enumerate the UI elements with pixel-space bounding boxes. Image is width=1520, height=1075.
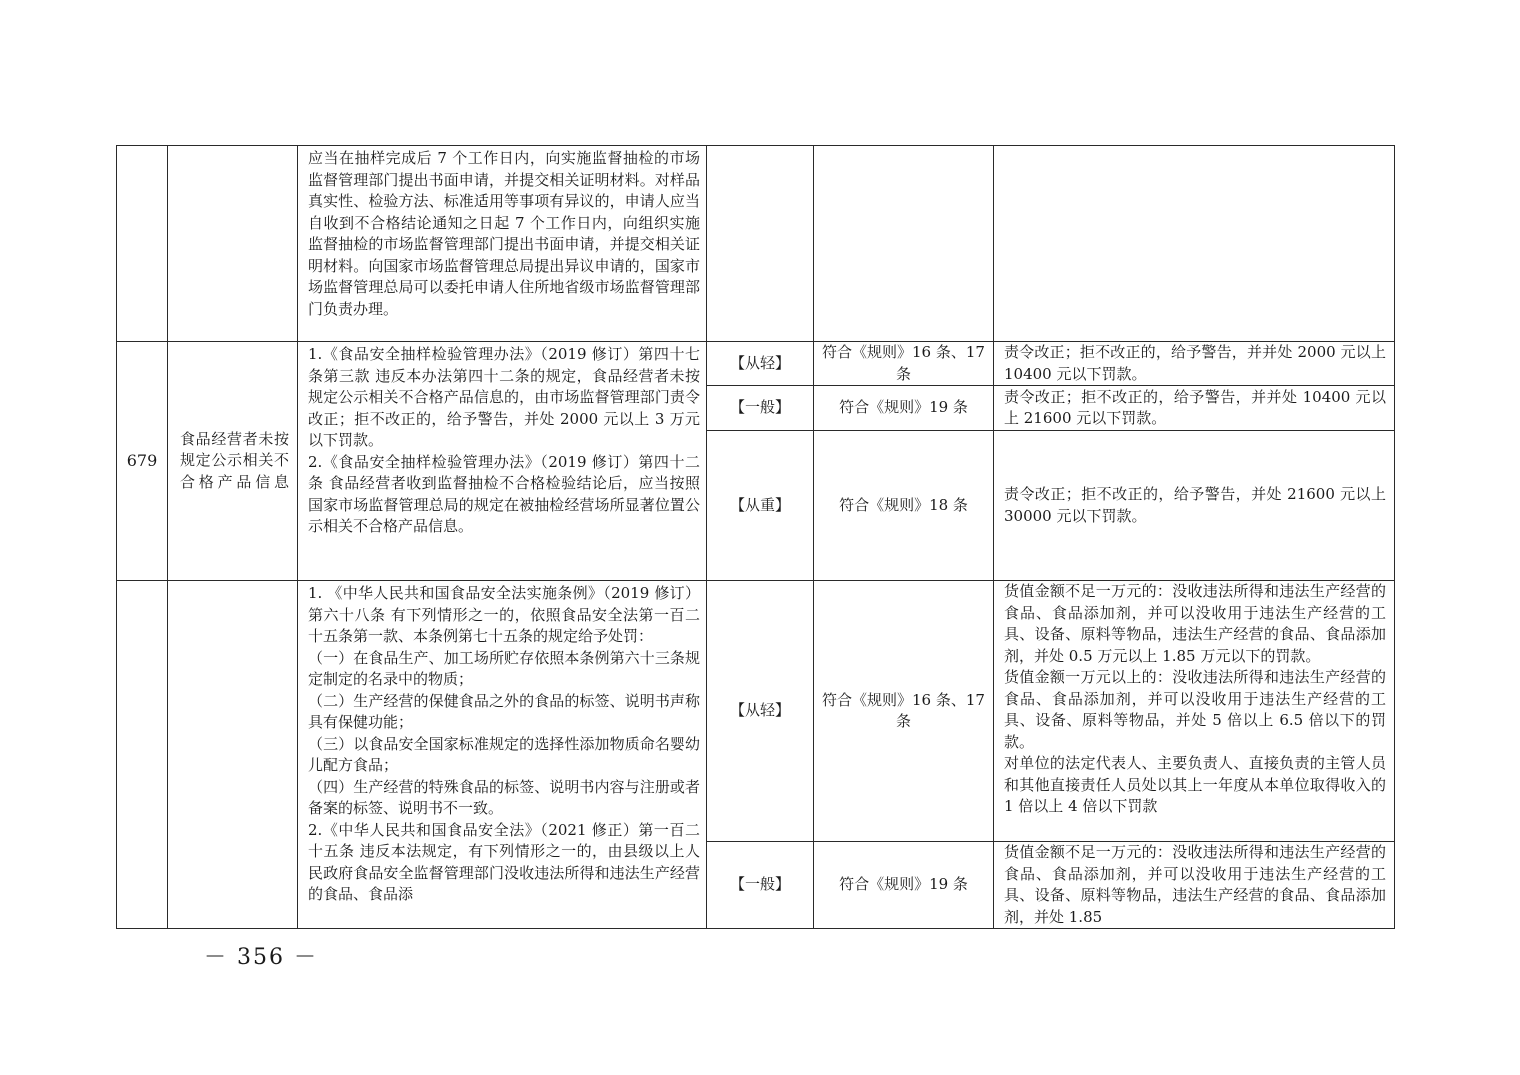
discretion-level-light: 【从轻】 (707, 342, 814, 386)
violation-name-cell: 食品经营者未按规定公示相关不合格产品信息 (168, 342, 298, 581)
discretion-level-cell (707, 146, 814, 342)
legal-basis-cell (298, 342, 707, 581)
legal-basis-item: （一）在食品生产、加工场所贮存依照本条例第六十三条规定制定的名录中的物质； (308, 648, 700, 688)
penalty-light (994, 581, 1395, 842)
legal-basis-item: 1. 《中华人民共和国食品安全法实施条例》（2019 修订）第六十八条 有下列情形之一的，依照食品安全法第一百二十五条第一款、本条例第七十五条的规定给予处罚： (308, 584, 700, 645)
legal-basis-item: 1.《食品安全抽样检验管理办法》（2019 修订）第四十七条第三款 违反本办法第四十二条的规定，食品经营者未按规定公示相关不合格产品信息的，由市场监督管理部门责令改正；拒不改正的，给予警告，并处 2000 元以上 3 万元以下罚款。 (308, 345, 700, 449)
legal-basis-item: 2.《中华人民共和国食品安全法》（2021 修正）第一百二十五条 违反本法规定，有下列情形之一的，由县级以上人民政府食品安全监督管理部门没收违法所得和违法生产经营的食品、食品添 (308, 820, 700, 903)
discretion-level-normal: 【一般】 (707, 386, 814, 431)
penalty-cell (994, 146, 1395, 342)
discretion-level-heavy: 【从重】 (707, 431, 814, 581)
penalty-normal: 责令改正；拒不改正的，给予警告，并并处 10400 元以上 21600 元以下罚款。 (994, 386, 1395, 431)
penalty-clause: 货值金额一万元以上的：没收违法所得和违法生产经营的食品、食品添加剂，并可以没收用于违法生产经营的工具、设备、原料等物品，并处 5 倍以上 6.5 倍以下的罚款。 (1004, 668, 1386, 751)
penalty-standard-table (116, 145, 1395, 929)
applicable-rule-cell (814, 146, 994, 342)
applicable-rule-light: 符合《规则》16 条、17 条 (814, 581, 994, 842)
penalty-clause: 货值金额不足一万元的：没收违法所得和违法生产经营的食品、食品添加剂，并可以没收用于违法生产经营的工具、设备、原料等物品，违法生产经营的食品、食品添加剂，并处 0.5 万元以上 1.85 万元以下的罚款。 (1004, 582, 1386, 665)
page-number: － 356 － (204, 945, 318, 970)
penalty-normal: 货值金额不足一万元的：没收违法所得和违法生产经营的食品、食品添加剂，并可以没收用于违法生产经营的工具、设备、原料等物品，违法生产经营的食品、食品添加剂，并处 1.85 (994, 842, 1395, 929)
violation-name-cell (168, 581, 298, 929)
item-number-cell (117, 146, 168, 342)
table-row (117, 342, 1395, 386)
penalty-light: 责令改正；拒不改正的，给予警告，并并处 2000 元以上 10400 元以下罚款。 (994, 342, 1395, 386)
legal-basis-item: 2.《食品安全抽样检验管理办法》（2019 修订）第四十二条 食品经营者收到监督抽检不合格检验结论后，应当按照国家市场监督管理总局的规定在被抽检经营场所显著位置公示相关不合格产品信息。 (308, 452, 700, 535)
legal-basis-item: （二）生产经营的保健食品之外的食品的标签、说明书声称具有保健功能； (308, 691, 700, 731)
table-row (117, 146, 1395, 342)
legal-basis-cell (298, 146, 707, 342)
applicable-rule-heavy: 符合《规则》18 条 (814, 431, 994, 581)
item-number-cell (117, 581, 168, 929)
item-number-cell: 679 (117, 342, 168, 581)
penalty-heavy: 责令改正；拒不改正的，给予警告，并处 21600 元以上 30000 元以下罚款。 (994, 431, 1395, 581)
legal-basis-text: 应当在抽样完成后 7 个工作日内，向实施监督抽检的市场监督管理部门提出书面申请，并提交相关证明材料。对样品真实性、检验方法、标准适用等事项有异议的，申请人应当自收到不合格结论通知之日起 7 个工作日内，向组织实施监督抽检的市场监督管理部门提出书面申请，并提交相关证明材料。向国家市场监督管理总局提出异议申请的，国家市场监督管理总局可以委托申请人住所地省级市场监督管理部门负责办理。 (308, 149, 700, 318)
penalty-clause: 对单位的法定代表人、主要负责人、直接负责的主管人员和其他直接责任人员处以其上一年度从本单位取得收入的 1 倍以上 4 倍以下罚款 (1004, 754, 1386, 815)
violation-name-cell (168, 146, 298, 342)
applicable-rule-normal: 符合《规则》19 条 (814, 842, 994, 929)
table-row (117, 581, 1395, 842)
legal-basis-item: （四）生产经营的特殊食品的标签、说明书内容与注册或者备案的标签、说明书不一致。 (308, 777, 700, 817)
applicable-rule-light: 符合《规则》16 条、17 条 (814, 342, 994, 386)
legal-basis-cell (298, 581, 707, 929)
discretion-level-normal: 【一般】 (707, 842, 814, 929)
applicable-rule-normal: 符合《规则》19 条 (814, 386, 994, 431)
legal-basis-item: （三）以食品安全国家标准规定的选择性添加物质命名婴幼儿配方食品； (308, 734, 700, 774)
discretion-level-light: 【从轻】 (707, 581, 814, 842)
